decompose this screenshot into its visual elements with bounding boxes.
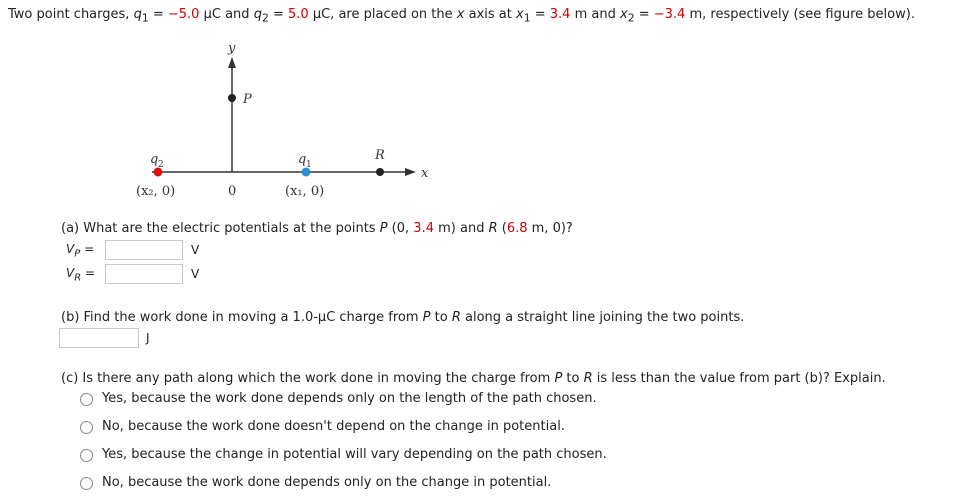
vp-unit: V [191, 243, 200, 257]
option-2-label[interactable]: No, because the work done doesn't depend on the change in potential. [102, 419, 565, 434]
work-unit: J [146, 331, 150, 345]
option-4-label[interactable]: No, because the work done depends only on the change in potential. [102, 475, 552, 490]
q1-label-sub: 1 [306, 160, 312, 170]
x2-coord-label: (x₂, 0) [136, 184, 176, 199]
option-3-label[interactable]: Yes, because the change in potential will vary depending on the path chosen. [102, 447, 607, 462]
option-1-radio[interactable] [80, 393, 93, 406]
y-axis-label: y [228, 41, 236, 56]
point-p-label: P [243, 92, 252, 107]
y-axis-arrow [228, 57, 236, 68]
option-2-radio[interactable] [80, 421, 93, 434]
x2-value: −3.4 [653, 7, 686, 22]
x1-coord-label: (x₁, 0) [285, 184, 325, 199]
work-input[interactable] [59, 328, 139, 348]
x-axis-arrow [405, 168, 416, 176]
option-3-radio[interactable] [80, 449, 93, 462]
q2-label: q [150, 152, 159, 167]
q2-value: 5.0 [288, 7, 309, 22]
vp-input[interactable] [105, 240, 183, 260]
q1-label: q [298, 152, 307, 167]
vp-label: $V_P$ = [66, 242, 95, 260]
option-1-label[interactable]: Yes, because the work done depends only on the length of the path chosen. [102, 391, 597, 406]
x-axis-label: x [421, 166, 429, 181]
option-4-radio[interactable] [80, 477, 93, 490]
point-p-dot [228, 94, 236, 102]
q1-value: −5.0 [167, 7, 200, 22]
origin-label: 0 [228, 184, 237, 199]
q2-label-sub: 2 [158, 160, 164, 170]
part-c-question: (c) Is there any path along which the work done in moving the charge from P to R is less than the value from part (b)? Explain. [61, 371, 886, 386]
part-a-question: (a) What are the electric potentials at the points P (0, 3.4 m) and R (6.8 m, 0)? [61, 221, 573, 236]
problem-statement: Two point charges, $q_1 = -5.0$ µC and $q_2 = 5.0$ µC, are placed on the x axis at $x_1 = 3.4$ m and $x_2 = -3.4$ m, respectively (see figure below). [8, 7, 915, 25]
vr-label: $V_R$ = [66, 266, 96, 284]
charge-figure [0, 0, 965, 210]
point-r-dot [376, 168, 384, 176]
vr-unit: V [191, 267, 200, 281]
point-r-label: R [375, 148, 385, 163]
part-b-question: (b) Find the work done in moving a 1.0-µC charge from P to R along a straight line joining the two points. [61, 310, 745, 325]
vr-input[interactable] [105, 264, 183, 284]
x1-value: 3.4 [549, 7, 571, 22]
